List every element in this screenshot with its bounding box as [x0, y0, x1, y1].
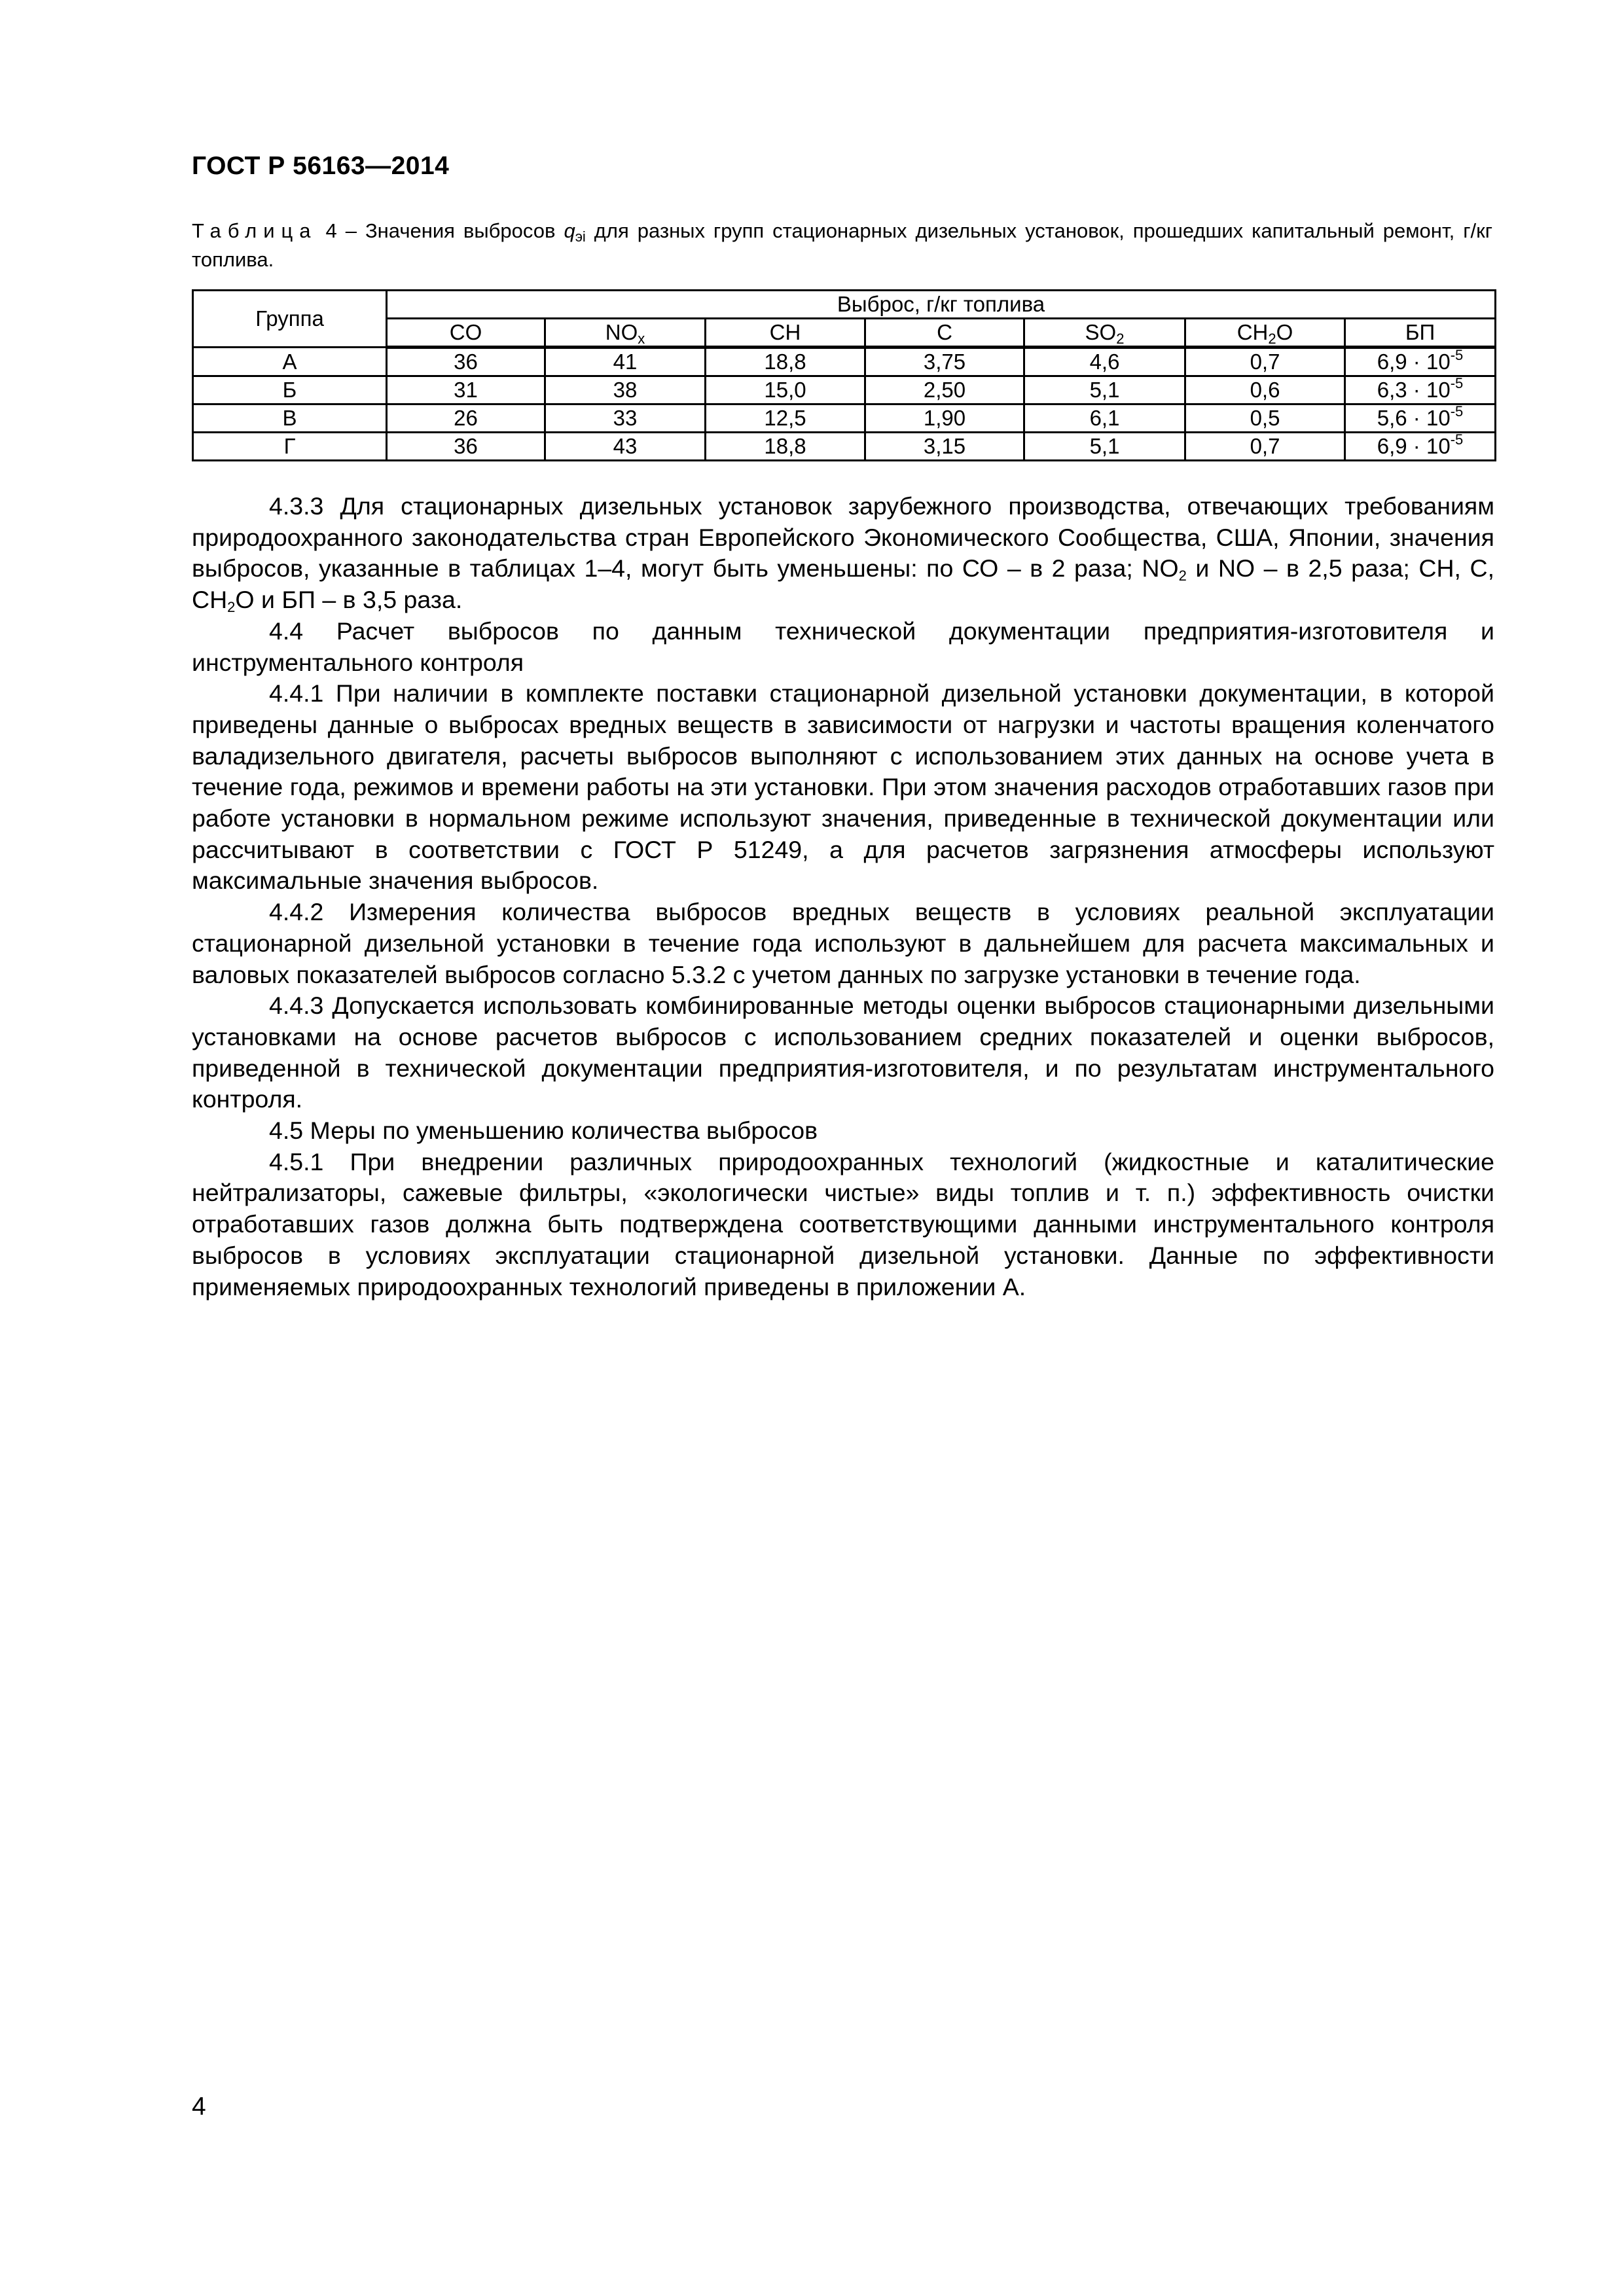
- paragraph-4-4-1: 4.4.1 При наличии в комплекте поставки стационарной дизельной установки документации, в которой приведены данные о выбросах вредных веществ в зависимости от нагрузки и частоты вращения коленчатого валадизельного двигателя, расчеты выбросов выполняют с использованием этих данных на основе учета в течение года, режимов и времени работы на эти установки. При этом значения расходов отработавших газов при работе установки в нормальном режиме используют значения, приведенные в технической документации или рассчитывают в соответствии с ГОСТ Р 51249, а для расчетов загрязнения атмосферы используют максимальные значения выбросов.: [192, 679, 1494, 895]
- cell-nox: 33: [545, 404, 706, 433]
- table-caption: [192, 217, 1492, 274]
- cell-group: А: [193, 348, 387, 376]
- cell-co: 36: [387, 433, 545, 461]
- section-heading-4-4: 4.4 Расчет выбросов по данным технической документации предприятия-изготовителя и инструментального контроля: [192, 617, 1494, 676]
- cell-ch: 18,8: [706, 348, 865, 376]
- table-subheader-row: [193, 319, 1496, 348]
- col-header-c: C: [865, 319, 1024, 348]
- page-number: 4: [192, 2092, 206, 2121]
- cell-group: Б: [193, 376, 387, 404]
- cell-c: 3,15: [865, 433, 1024, 461]
- caption-text-after: для разных групп стационарных дизельных установок, прошедших капитальный ремонт, г/кг топлива.: [192, 219, 1493, 271]
- table-row: [193, 376, 1496, 404]
- cell-co: 26: [387, 404, 545, 433]
- cell-ch2o: 0,7: [1185, 433, 1345, 461]
- col-header-co: CO: [387, 319, 545, 348]
- table-row: [193, 404, 1496, 433]
- cell-c: 1,90: [865, 404, 1024, 433]
- paragraph-4-4-2: 4.4.2 Измерения количества выбросов вредных веществ в условиях реальной эксплуатации стационарной дизельной установки в течение года используют в дальнейшем для расчета максимальных и валовых показателей выбросов согласно 5.3.2 с учетом данных по загрузке установки в течение года.: [192, 898, 1494, 988]
- cell-nox: 38: [545, 376, 706, 404]
- table-row: [193, 433, 1496, 461]
- col-header-bp: БП: [1345, 319, 1496, 348]
- cell-co: 36: [387, 348, 545, 376]
- cell-so2: 6,1: [1024, 404, 1185, 433]
- col-header-nox: $NO_x$: [545, 319, 706, 348]
- cell-c: 2,50: [865, 376, 1024, 404]
- cell-bp: $6,3 \cdot 10^{-5}$: [1345, 376, 1496, 404]
- cell-group: Г: [193, 433, 387, 461]
- cell-ch: 18,8: [706, 433, 865, 461]
- document-header: ГОСТ Р 56163—2014: [192, 152, 450, 180]
- cell-nox: 43: [545, 433, 706, 461]
- caption-number: 4: [325, 219, 337, 242]
- col-header-ch: CH: [706, 319, 865, 348]
- col-header-ch2o: $CH_2O$: [1185, 319, 1345, 348]
- cell-so2: 4,6: [1024, 348, 1185, 376]
- cell-ch2o: 0,7: [1185, 348, 1345, 376]
- section-heading-4-5: 4.5 Меры по уменьшению количества выбросов: [269, 1117, 818, 1145]
- emission-header: Выброс, г/кг топлива: [387, 291, 1496, 319]
- cell-ch: 12,5: [706, 404, 865, 433]
- cell-co: 31: [387, 376, 545, 404]
- cell-c: 3,75: [865, 348, 1024, 376]
- cell-so2: 5,1: [1024, 376, 1185, 404]
- caption-label: Таблица: [192, 219, 317, 242]
- cell-bp: $5,6 \cdot 10^{-5}$: [1345, 404, 1496, 433]
- paragraph-4-5-1: 4.5.1 При внедрении различных природоохранных технологий (жидкостные и каталитические нейтрализаторы, сажевые фильтры, «экологически чистые» виды топлив и т. п.) эффективность очистки отработавших газов должна быть подтверждена соответствующими данными инструментального контроля выбросов в условиях эксплуатации стационарной дизельной установки. Данные по эффективности применяемых природоохранных технологий приведены в приложении А.: [192, 1147, 1494, 1300]
- group-header: Группа: [193, 291, 387, 348]
- cell-so2: 5,1: [1024, 433, 1185, 461]
- caption-symbol-sub: эi: [575, 228, 586, 245]
- cell-bp: $6,9 \cdot 10^{-5}$: [1345, 433, 1496, 461]
- emissions-table: [192, 289, 1496, 461]
- cell-ch2o: 0,6: [1185, 376, 1345, 404]
- caption-symbol: q: [564, 219, 575, 242]
- table-row: [193, 348, 1496, 376]
- paragraph-4-4-3: 4.4.3 Допускается использовать комбинированные методы оценки выбросов стационарными дизельными установками на основе расчетов выбросов с использованием средних показателей и оценки выбросов, приведенной в технической документации предприятия-изготовителя, и по результатам инструментального контроля.: [192, 992, 1494, 1113]
- cell-bp: $6,9 \cdot 10^{-5}$: [1345, 348, 1496, 376]
- body-text: [192, 491, 1494, 1302]
- cell-nox: 41: [545, 348, 706, 376]
- table-header-row: [193, 291, 1496, 319]
- cell-ch: 15,0: [706, 376, 865, 404]
- caption-text-before: – Значения выбросов: [345, 219, 556, 242]
- paragraph-4-3-3: 4.3.3 Для стационарных дизельных установок зарубежного производства, отвечающих требованиям природоохранного законодательства стран Европейского Экономического Сообщества, США, Японии, значения выбросов, указанные в таблицах 1–4, могут быть уменьшены: по СО – в 2 раза; $NO_2$ и NO – в 2,5 раза; СН, С, $СН_2О$ и БП – в 3,5 раза.: [192, 492, 1494, 616]
- col-header-so2: $SO_2$: [1024, 319, 1185, 348]
- cell-ch2o: 0,5: [1185, 404, 1345, 433]
- cell-group: В: [193, 404, 387, 433]
